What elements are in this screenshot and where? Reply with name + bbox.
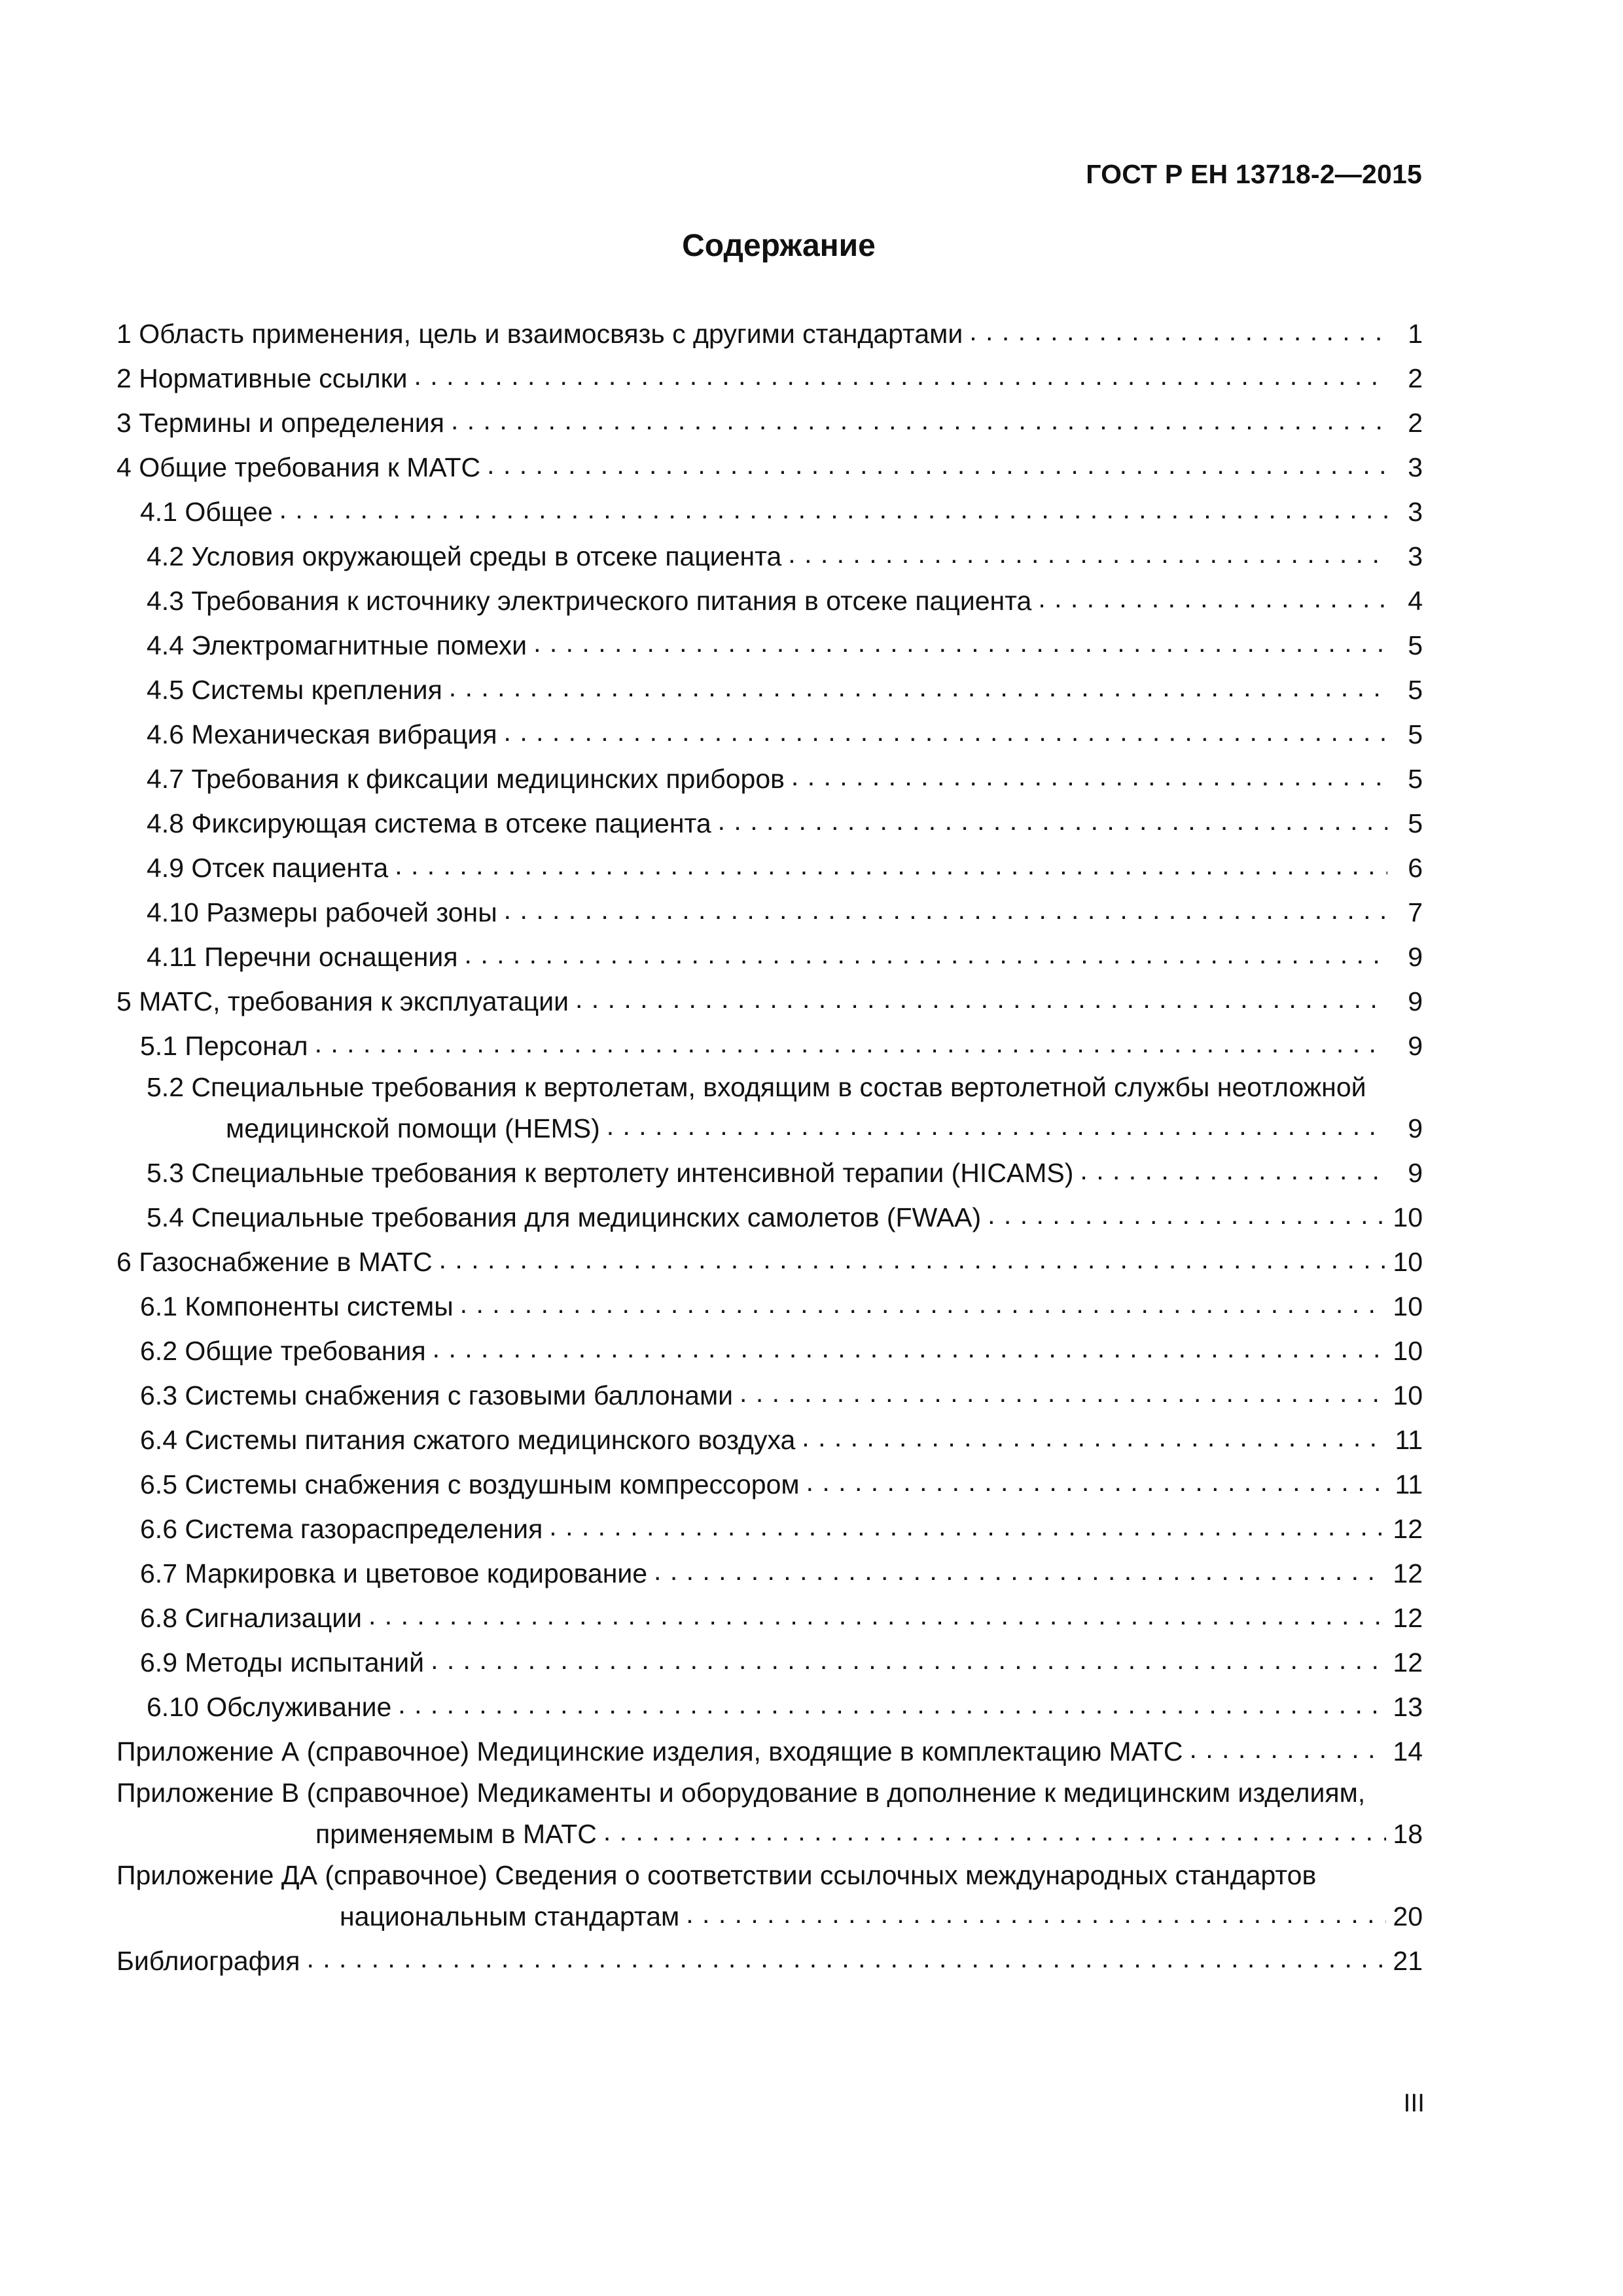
dot-leader bbox=[533, 620, 1387, 665]
toc-entry-page: 5 bbox=[1408, 764, 1423, 794]
toc-subentry[interactable] bbox=[116, 846, 1423, 890]
toc-entry-page: 5 bbox=[1408, 630, 1423, 660]
toc-entry-page: 12 bbox=[1393, 1647, 1423, 1677]
toc-entry-label: 4.9 Отсек пациента bbox=[147, 853, 389, 883]
dot-leader bbox=[549, 1504, 1386, 1549]
dot-leader bbox=[686, 1892, 1386, 1936]
toc-entry-label: 6.1 Компоненты системы bbox=[140, 1291, 454, 1321]
dot-leader bbox=[460, 1282, 1387, 1326]
toc-entry-page: 11 bbox=[1395, 1425, 1423, 1455]
dot-leader bbox=[395, 843, 1387, 888]
toc-entry-label-cont: применяемым в МАТС bbox=[315, 1819, 597, 1849]
toc-entry[interactable] bbox=[116, 979, 1423, 1024]
toc-subentry[interactable] bbox=[116, 1024, 1423, 1068]
dot-leader bbox=[414, 353, 1388, 398]
toc-entry-label: 3 Термины и определения bbox=[116, 408, 444, 438]
toc-entry-page: 10 bbox=[1393, 1380, 1423, 1410]
toc-subentry[interactable] bbox=[116, 623, 1423, 668]
toc-entry-continuation bbox=[116, 1894, 1423, 1939]
table-of-contents bbox=[116, 312, 1423, 1983]
toc-subentry[interactable] bbox=[116, 1640, 1423, 1685]
dot-leader bbox=[575, 977, 1387, 1021]
toc-entry-label: 6.8 Сигнализации bbox=[140, 1603, 363, 1633]
toc-entry-page: 2 bbox=[1408, 363, 1423, 393]
toc-entry-page: 5 bbox=[1408, 675, 1423, 705]
toc-entry-label: 6.4 Системы питания сжатого медицинского воздуха bbox=[140, 1425, 796, 1455]
dot-leader bbox=[431, 1638, 1386, 1682]
toc-entry-label: 5.4 Специальные требования для медицинских самолетов (FWAA) bbox=[147, 1202, 982, 1232]
toc-subentry[interactable] bbox=[116, 935, 1423, 979]
toc-entry-page: 10 bbox=[1393, 1247, 1423, 1277]
toc-entry-page: 9 bbox=[1408, 986, 1423, 1016]
toc-entry-page: 5 bbox=[1408, 719, 1423, 749]
dot-leader bbox=[654, 1549, 1386, 1593]
toc-entry-page: 10 bbox=[1393, 1291, 1423, 1321]
toc-entry-label: 5.2 Специальные требования к вертолетам, входящим в состав вертолетной службы неотложной bbox=[147, 1072, 1366, 1102]
dot-leader bbox=[718, 798, 1387, 843]
dot-leader bbox=[433, 1326, 1387, 1371]
toc-entry-label: 1 Область применения, цель и взаимосвязь с другими стандартами bbox=[116, 319, 963, 349]
toc-entry-label: 6.3 Системы снабжения с газовыми баллонами bbox=[140, 1380, 734, 1410]
dot-leader bbox=[279, 487, 1387, 531]
toc-entry-page: 18 bbox=[1393, 1819, 1423, 1849]
toc-entry-label: 6.2 Общие требования bbox=[140, 1336, 426, 1366]
toc-entry[interactable] bbox=[116, 356, 1423, 401]
toc-subentry[interactable] bbox=[116, 1551, 1423, 1596]
dot-leader bbox=[398, 1682, 1386, 1727]
toc-subentry[interactable] bbox=[116, 1068, 1423, 1151]
toc-subentry[interactable] bbox=[116, 1329, 1423, 1373]
toc-subentry[interactable] bbox=[116, 757, 1423, 801]
toc-entry-label: 4.1 Общее bbox=[140, 497, 273, 527]
toc-entry-label: 4.11 Перечни оснащения bbox=[147, 942, 458, 972]
toc-subentry[interactable] bbox=[116, 1195, 1423, 1240]
toc-entry[interactable] bbox=[116, 1729, 1423, 1774]
toc-entry-label: 4.2 Условия окружающей среды в отсеке пациента bbox=[147, 541, 782, 571]
toc-subentry[interactable] bbox=[116, 801, 1423, 846]
toc-entry-label: 4 Общие требования к МАТС bbox=[116, 452, 481, 482]
page-title: Содержание bbox=[682, 228, 876, 263]
dot-leader bbox=[368, 1593, 1386, 1638]
dot-leader bbox=[504, 888, 1387, 932]
toc-subentry[interactable] bbox=[116, 534, 1423, 579]
toc-entry-label: Приложение В (справочное) Медикаменты и оборудование в дополнение к медицинским изделиям, bbox=[116, 1778, 1366, 1808]
toc-entry-page: 9 bbox=[1408, 1113, 1423, 1143]
toc-entry-label: 4.7 Требования к фиксации медицинских приборов bbox=[147, 764, 785, 794]
toc-entry-page: 21 bbox=[1393, 1946, 1423, 1976]
dot-leader bbox=[465, 932, 1387, 977]
toc-subentry[interactable] bbox=[116, 890, 1423, 935]
toc-entry-page: 1 bbox=[1408, 319, 1423, 349]
toc-entry[interactable] bbox=[116, 1774, 1423, 1856]
dot-leader bbox=[740, 1371, 1386, 1415]
toc-entry-label: Приложение ДА (справочное) Сведения о соответствии ссылочных международных стандартов bbox=[116, 1860, 1317, 1890]
toc-entry-label: 6.7 Маркировка и цветовое кодирование bbox=[140, 1558, 648, 1588]
toc-subentry[interactable] bbox=[116, 1373, 1423, 1418]
dot-leader bbox=[449, 665, 1387, 709]
toc-entry-label: 6 Газоснабжение в МАТС bbox=[116, 1247, 433, 1277]
toc-entry-label: 6.10 Обслуживание bbox=[147, 1692, 392, 1722]
toc-subentry[interactable] bbox=[116, 668, 1423, 712]
toc-entry-page: 2 bbox=[1408, 408, 1423, 438]
toc-subentry[interactable] bbox=[116, 1685, 1423, 1729]
toc-subentry[interactable] bbox=[116, 579, 1423, 623]
dot-leader bbox=[487, 442, 1387, 487]
toc-entry-page: 13 bbox=[1393, 1692, 1423, 1722]
toc-entry-label: 4.10 Размеры рабочей зоны bbox=[147, 897, 497, 927]
dot-leader bbox=[607, 1103, 1387, 1148]
toc-entry-label: 2 Нормативные ссылки bbox=[116, 363, 408, 393]
toc-entry-label-cont: национальным стандартам bbox=[340, 1901, 680, 1931]
toc-subentry[interactable] bbox=[116, 1418, 1423, 1462]
dot-leader bbox=[504, 709, 1387, 754]
toc-entry-page: 3 bbox=[1408, 497, 1423, 527]
toc-entry-label: 6.5 Системы снабжения с воздушным компрессором bbox=[140, 1469, 800, 1499]
page-number: III bbox=[1403, 2089, 1425, 2117]
dot-leader bbox=[451, 398, 1387, 442]
toc-entry-continuation bbox=[116, 1812, 1423, 1856]
toc-entry-label: 5.3 Специальные требования к вертолету интенсивной терапии (HICAMS) bbox=[147, 1158, 1074, 1188]
toc-entry-page: 6 bbox=[1408, 853, 1423, 883]
toc-entry-label: 6.6 Система газораспределения bbox=[140, 1514, 543, 1544]
toc-entry-page: 12 bbox=[1393, 1514, 1423, 1544]
toc-entry-label-cont: медицинской помощи (HEMS) bbox=[226, 1113, 600, 1143]
toc-entry-label: 4.6 Механическая вибрация bbox=[147, 719, 497, 749]
toc-subentry[interactable] bbox=[116, 490, 1423, 534]
toc-entry-page: 11 bbox=[1395, 1469, 1423, 1499]
toc-entry-label: 5 МАТС, требования к эксплуатации bbox=[116, 986, 569, 1016]
dot-leader bbox=[1038, 576, 1387, 620]
dot-leader bbox=[315, 1021, 1387, 1066]
toc-entry[interactable] bbox=[116, 1856, 1423, 1939]
toc-entry-page: 3 bbox=[1408, 452, 1423, 482]
toc-subentry[interactable] bbox=[116, 712, 1423, 757]
document-id: ГОСТ Р ЕН 13718-2—2015 bbox=[1086, 159, 1422, 189]
dot-leader bbox=[1080, 1148, 1387, 1193]
toc-subentry[interactable] bbox=[116, 1462, 1423, 1507]
dot-leader bbox=[439, 1237, 1387, 1282]
toc-subentry[interactable] bbox=[116, 1284, 1423, 1329]
toc-subentry[interactable] bbox=[116, 1507, 1423, 1551]
toc-entry[interactable] bbox=[116, 312, 1423, 356]
toc-entry[interactable] bbox=[116, 445, 1423, 490]
toc-entry[interactable] bbox=[116, 1939, 1423, 1983]
toc-entry[interactable] bbox=[116, 1240, 1423, 1284]
toc-entry-label: 5.1 Персонал bbox=[140, 1031, 308, 1061]
toc-entry-page: 10 bbox=[1393, 1336, 1423, 1366]
dot-leader bbox=[988, 1193, 1386, 1237]
toc-entry-page: 12 bbox=[1393, 1558, 1423, 1588]
toc-entry-label: 4.4 Электромагнитные помехи bbox=[147, 630, 527, 660]
dot-leader bbox=[1189, 1727, 1386, 1771]
dot-leader bbox=[969, 309, 1387, 353]
toc-entry-page: 5 bbox=[1408, 808, 1423, 838]
toc-subentry[interactable] bbox=[116, 1151, 1423, 1195]
toc-entry-label: 4.8 Фиксирующая система в отсеке пациента bbox=[147, 808, 711, 838]
toc-entry-label: 6.9 Методы испытаний bbox=[140, 1647, 425, 1677]
toc-entry-label: Приложение А (справочное) Медицинские изделия, входящие в комплектацию МАТС bbox=[116, 1736, 1183, 1767]
toc-entry-page: 4 bbox=[1408, 586, 1423, 616]
toc-entry-page: 7 bbox=[1408, 897, 1423, 927]
dot-leader bbox=[306, 1936, 1386, 1981]
toc-entry-label: 4.3 Требования к источнику электрического питания в отсеке пациента bbox=[147, 586, 1032, 616]
dot-leader bbox=[603, 1809, 1386, 1854]
toc-subentry[interactable] bbox=[116, 1596, 1423, 1640]
toc-entry-continuation bbox=[147, 1106, 1423, 1151]
toc-entry-page: 3 bbox=[1408, 541, 1423, 571]
dot-leader bbox=[802, 1415, 1387, 1460]
toc-entry-page: 12 bbox=[1393, 1603, 1423, 1633]
toc-entry-label: 4.5 Системы крепления bbox=[147, 675, 442, 705]
toc-entry-page: 9 bbox=[1408, 1031, 1423, 1061]
dot-leader bbox=[791, 754, 1387, 798]
toc-entry-page: 9 bbox=[1408, 942, 1423, 972]
toc-entry-label: Библиография bbox=[116, 1946, 300, 1976]
dot-leader bbox=[788, 531, 1387, 576]
toc-entry-page: 20 bbox=[1393, 1901, 1423, 1931]
toc-entry-page: 9 bbox=[1408, 1158, 1423, 1188]
toc-entry-page: 14 bbox=[1393, 1736, 1423, 1767]
toc-entry[interactable] bbox=[116, 401, 1423, 445]
dot-leader bbox=[806, 1460, 1387, 1504]
toc-entry-page: 10 bbox=[1393, 1202, 1423, 1232]
